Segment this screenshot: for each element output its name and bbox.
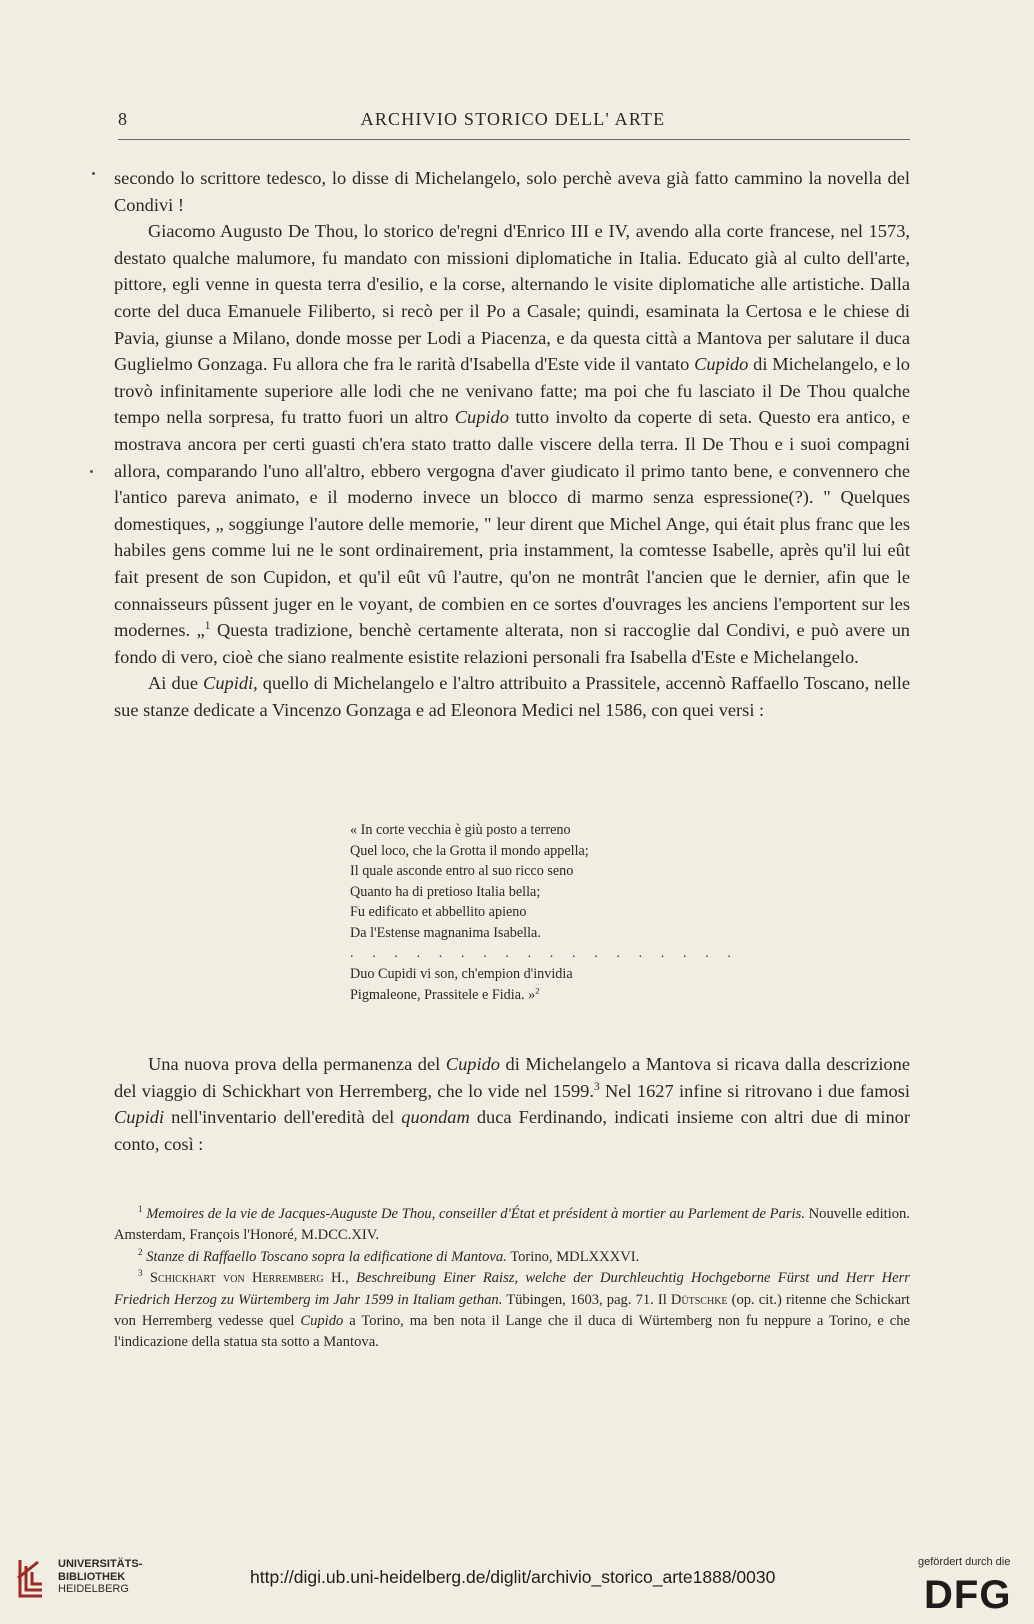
text-run: Nel 1627 infine si ritrovano i due famosi — [599, 1080, 910, 1101]
text-run: a Torino, ma ben nota il Lange che il duca di Würtemberg non fu neppure a Torino, e che l'indicazione della statua sta sotto a Mantova. — [114, 1313, 910, 1351]
verse-quote — [350, 820, 739, 1005]
header-rule — [118, 139, 910, 140]
verse-line: Quanto ha di pretioso Italia bella; — [350, 883, 541, 900]
footnote-number: 3 — [138, 1268, 143, 1279]
university-library-logo-icon — [14, 1556, 48, 1600]
text-run: (op. cit.) ritenne che Schickart von Herremberg vedesse quel — [114, 1291, 910, 1330]
verse-line: Da l'Estense magnanima Isabella. — [350, 924, 541, 941]
italic-run: Cupidi — [203, 673, 254, 694]
footnotes — [114, 1204, 910, 1354]
text-run: Nouvelle edition. Amsterdam, François l'Honoré, M.DCC.XIV. — [114, 1206, 910, 1244]
text-run: Torino, MDLXXXVI. — [506, 1248, 640, 1265]
margin-dot — [92, 172, 95, 175]
italic-run: Cupido — [300, 1313, 344, 1330]
text-run: di Michelangelo a Mantova si ricava dalla descrizione del viaggio di Schickhart von Herremberg, che lo vide nel 1599. — [114, 1054, 910, 1101]
footnote-1 — [114, 1204, 910, 1247]
verse-line: Quel loco, che la Grotta il mondo appella; — [350, 842, 589, 859]
text-run: Tübingen, 1603, pag. 71. Il — [502, 1291, 671, 1308]
paragraph-3 — [114, 670, 910, 723]
running-title: ARCHIVIO STORICO DELL' ARTE — [360, 109, 666, 129]
footnote-number: 1 — [138, 1204, 143, 1215]
italic-run: quondam — [401, 1107, 470, 1128]
margin-dot — [90, 470, 93, 473]
verse-line: Il quale asconde entro al suo ricco seno — [350, 863, 574, 880]
paragraph-5 — [114, 1051, 910, 1157]
library-line: BIBLIOTHEK — [58, 1570, 126, 1583]
paragraph-1: secondo lo scrittore tedesco, lo disse di Michelangelo, solo perchè aveva già fatto cammino la novella del Condivi ! — [114, 168, 910, 215]
paragraph-2-text: Giacomo Augusto De Thou, lo storico de'regni d'Enrico III e IV, avendo alla corte francese, nel 1573, destato qualche malumore, fu mandato con missioni diplomatiche in Italia. Educato già al culto dell'arte, pittore, egli venne in questa terra d'esilio, e la corse, alternando le visite diplomatiche alle artistiche. Dalla corte del duca Emanuele Filiberto, si recò per il Po a Casale; quindi, esaminata la Certosa e le chiese di Pavia, giunse a Milano, donde mosse per Lodi a Piacenza, e da questa città a Mantova per salutare il duca Guglielmo Gonzaga. Fu allora che fra le rarità d'Isabella d'Este vide il vantato Cupido di Michelangelo, e lo trovò infinitamente superiore alle lodi che ne venivano fatte; ma poi che fu lasciato il De Thou qualche tempo nella sorpresa, fu tratto fuori un altro Cupido tutto involto da coperte di seta. Questo era antico, e mostrava ancora per certi guasti ch'era stato tratto dalle viscere della terra. Il De Thou e i suoi compagni allora, comparando l'uno all'altro, ebbero vergogna d'aver giudicato il primo tanto bene, e convennero che l'antico pareva animato, e il moderno invece un blocco di marmo senza espressione(?). " Quelques domestiques, „ soggiunge l'autore delle memorie, " leur dirent que Michel Ange, qui était plus franc que les habiles gens comme lui ne le sont ordinairement, pria instamment, la comtesse Isabelle, après qu'il lui eût fait present de son Cupidon, et qu'il eût vû l'autre, qu'on ne montrât l'ancien que le dernier, afin que le connaisseurs pûssent juger en le voyant, de combien en ce sortes d'ouvrages les anciens l'emportent sur les modernes. „ — [114, 221, 911, 641]
text-run: duca Ferdinando, indicati insieme con altri due di minor conto, così : — [114, 1107, 910, 1154]
verse-line: Duo Cupidi vi son, ch'empion d'invidia — [350, 966, 573, 983]
page-header — [118, 109, 908, 133]
verse-line: « In corte vecchia è giù posto a terreno — [350, 822, 571, 838]
body-text — [114, 165, 910, 723]
closing-paragraph — [114, 1051, 910, 1157]
italic-run: Memoires de la vie de Jacques-Auguste De Thou, conseiller d'État et président à mortier au Parlement de Paris. — [146, 1206, 805, 1222]
italic-run: Cupido — [445, 1054, 500, 1074]
small-caps-run: Schickhart von Herremberg — [149, 1270, 324, 1287]
small-caps-run: Dütschke — [670, 1291, 728, 1308]
dfg-logo-icon — [924, 1572, 1024, 1612]
italic-run: Cupido — [454, 407, 509, 428]
footnote-3 — [114, 1268, 910, 1354]
paragraph-3-text: Ai due Cupidi, quello di Michelangelo e l'altro attribuito a Prassitele, accennò Raffaello Toscano, nelle sue stanze dedicate a Vincenzo Gonzaga e ad Eleonora Medici nel 1586, con quei versi : — [114, 673, 910, 720]
text-run: H., — [323, 1270, 357, 1287]
verse-line — [350, 985, 670, 1006]
dfg-logo-text: DFG — [924, 1573, 1012, 1612]
paragraph-2-tail: Questa tradizione, benchè certamente alterata, non si raccoglie dal Condivi, e può avere un fondo di vero, cioè che siano realmente esistite relazioni personali fra Isabella d'Este e Michelangelo. — [114, 620, 910, 667]
italic-run: Cupido — [694, 354, 749, 375]
text-run: Una nuova prova della permanenza del — [148, 1054, 446, 1074]
library-name — [58, 1558, 142, 1596]
funding-caption: gefördert durch die — [918, 1556, 1011, 1568]
footnote-ref: 2 — [535, 985, 540, 996]
paragraph-2 — [114, 218, 910, 670]
document-url-link[interactable]: http://digi.ub.uni-heidelberg.de/diglit/archivio_storico_arte1888/0030 — [250, 1567, 776, 1587]
footnote-2 — [114, 1247, 910, 1268]
footnote-number: 2 — [138, 1246, 143, 1257]
library-line: UNIVERSITÄTS- — [58, 1558, 143, 1570]
italic-run: Beschreibung Einer Raisz, welche der Durchleuchtig Hochgeborne Fürst und Herr Herr Friedrich Herzog zu Würtemberg im Jahr 1599 in Italiam gethan. — [114, 1270, 910, 1308]
verse-line-text: Pigmaleone, Prassitele e Fidia. » — [350, 986, 536, 1003]
italic-run: Cupidi — [114, 1107, 165, 1128]
verse-ellipsis: . . . . . . . . . . . . . . . . . . — [350, 945, 739, 961]
verse-line: Fu edificato et abbellito apieno — [350, 904, 527, 921]
italic-run: Stanze di Raffaello Toscano sopra la edificatione di Mantova. — [146, 1248, 507, 1265]
footnote-ref: 1 — [204, 619, 211, 632]
page-number: 8 — [118, 109, 127, 129]
text-run: nell'inventario dell'eredità del — [164, 1107, 402, 1128]
footnote-ref: 3 — [593, 1080, 600, 1093]
library-line: HEIDELBERG — [58, 1583, 129, 1595]
